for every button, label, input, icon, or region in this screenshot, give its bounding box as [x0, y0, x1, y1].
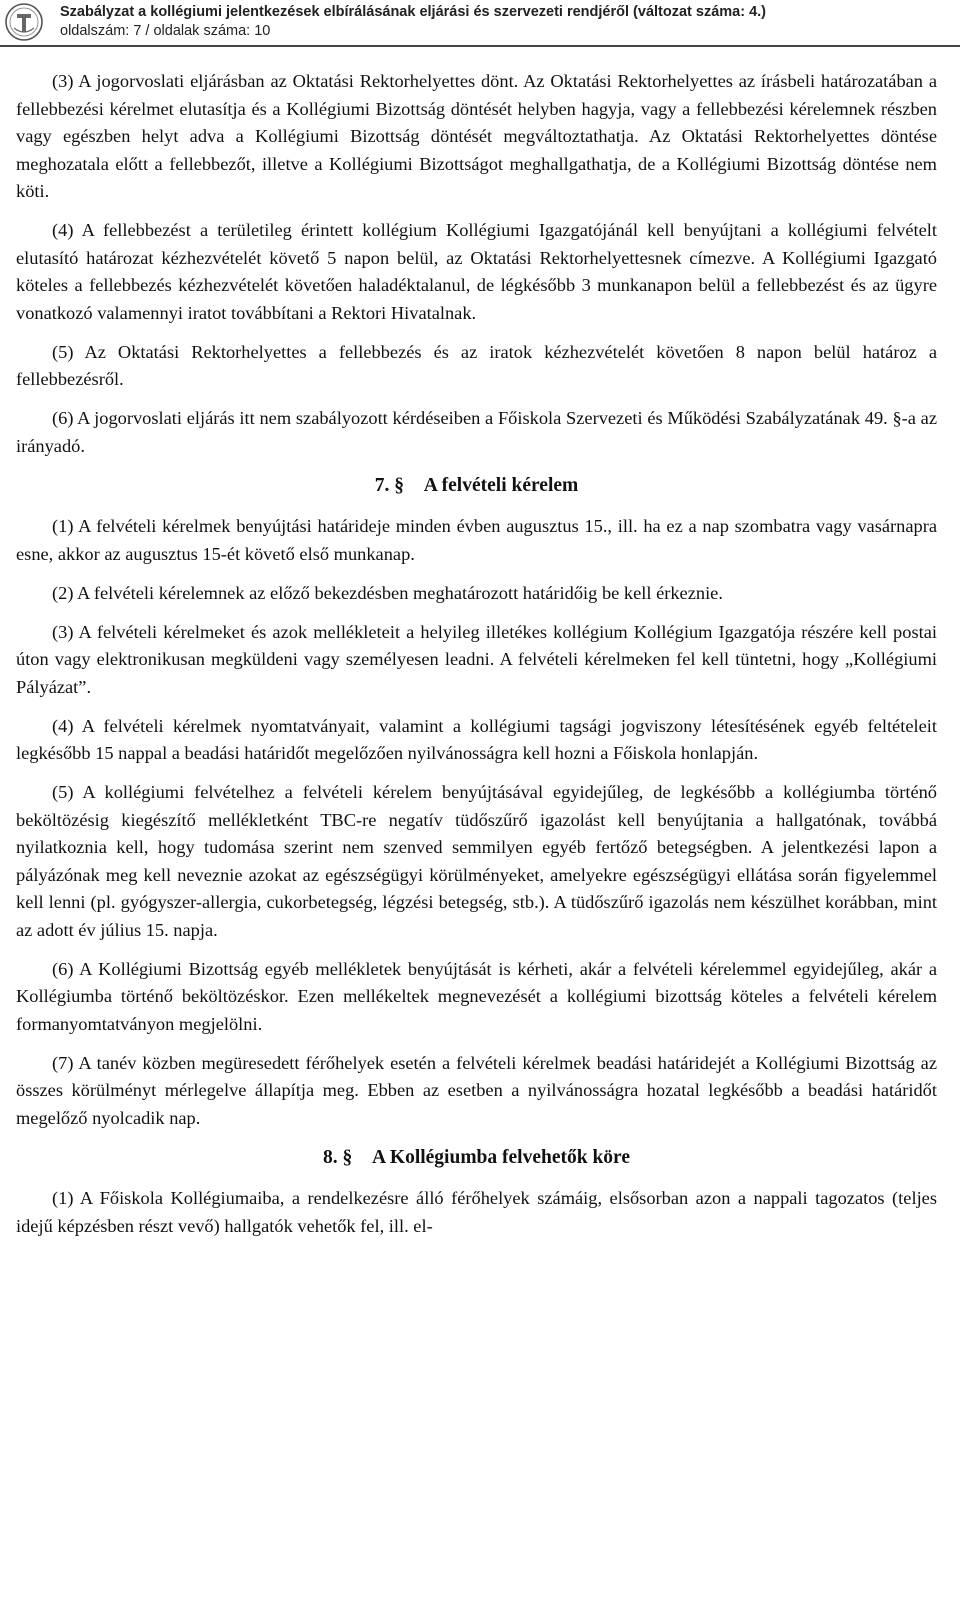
paragraph-7-4: (4) A felvételi kérelmek nyomtatványait, valamint a kollégiumi tagsági jogviszony létesítésének egyéb feltételeit legkésőbb 15 nappal a beadási határidőt megelőzően nyilvánosságra kell hozni a Főiskola honlapján. [16, 715, 937, 763]
paragraph-6-6: (6) A jogorvoslati eljárás itt nem szabályozott kérdéseiben a Főiskola Szervezeti és Működési Szabályzatának 49. §-a az irányadó. [16, 408, 937, 456]
section-8-heading [16, 1144, 937, 1172]
section-7-heading [16, 472, 937, 500]
section-8-title: A Kollégiumba felvehetők köre [372, 1146, 631, 1168]
section-symbol: § [394, 474, 404, 496]
section-8-number: 8. [322, 1146, 338, 1168]
section-symbol: § [342, 1146, 353, 1168]
paragraph-8-1: (1) A Főiskola Kollégiumaiba, a rendelkezésre álló férőhelyek számáig, elsősorban azon a nappali tagozatos (teljes idejű képzésben részt vevő) hallgatók vehetők fel, ill. el- [16, 1188, 937, 1236]
paragraph-6-3: (3) A jogorvoslati eljárásban az Oktatási Rektorhelyettes dönt. Az Oktatási Rektorhelyettes az írásbeli határozatában a fellebbezési kérelmet elutasítja és a Kollégiumi Bizottság döntését helyben hagyja, vagy a fellebbezési kérelemnek részben vagy egészben helyt adva a Kollégiumi Bizottság döntését megváltoztathatja. Az Oktatási Rektorhelyettes döntése meghozatala előtt a fellebbezőt, illetve a Kollégiumi Bizottságot meghallgathatja, de a Kollégiumi Bizottság döntése nem köti. [16, 71, 937, 201]
page-header [0, 0, 960, 46]
paragraph-7-7: (7) A tanév közben megüresedett férőhelyek esetén a felvételi kérelmek beadási határidejét a Kollégiumi Bizottság az összes körülményt mérlegelve állapítja meg. Ebben az esetben a nyilvánosságra hozatal legkésőbb a beadási határidőt megelőző nyolcadik nap. [16, 1052, 937, 1128]
paragraph-6-5: (5) Az Oktatási Rektorhelyettes a fellebbezés és az iratok kézhezvételét követően 8 napon belül határoz a fellebbezésről. [16, 341, 937, 389]
document-body [16, 68, 937, 1252]
section-7-number: 7. [374, 474, 390, 496]
section-7-title: A felvételi kérelem [423, 474, 579, 496]
college-seal-logo [4, 2, 44, 42]
paragraph-7-3: (3) A felvételi kérelmeket és azok mellékleteit a helyileg illetékes kollégium Kollégium Igazgatója részére kell postai úton vagy elektronikusan megküldeni vagy személyesen leadni. A felvételi kérelmeken fel kell tüntetni, hogy „Kollégiumi Pályázat”. [16, 621, 937, 697]
paragraph-6-4: (4) A fellebbezést a területileg érintett kollégium Kollégiumi Igazgatójánál kell benyújtani a kollégiumi felvételt elutasító határozat kézhezvételét követő 5 napon belül, az Oktatási Rektorhelyettesnek címezve. A Kollégiumi Igazgató köteles a fellebbezés kézhezvételét követően haladéktalanul, de légkésőbb 3 munkanapon belül a fellebbezést és az ügyre vonatkozó valamennyi iratot továbbítani a Rektori Hivatalnak. [16, 220, 937, 323]
header-page-number: oldalszám: 7 / oldalak száma: 10 [60, 23, 271, 39]
paragraph-7-6: (6) A Kollégiumi Bizottság egyéb mellékletek benyújtását is kérheti, akár a felvételi kérelemmel egyidejűleg, akár a Kollégiumba történő beköltözéskor. Ezen mellékeltek megnevezését a kollégiumi bizottság köteles a felvételi kérelem formanyomtatványon megjelölni. [16, 958, 937, 1034]
paragraph-7-1: (1) A felvételi kérelmek benyújtási határideje minden évben augusztus 15., ill. ha ez a nap szombatra vagy vasárnapra esne, akkor az augusztus 15-ét követő első munkanap. [16, 516, 937, 564]
paragraph-7-5: (5) A kollégiumi felvételhez a felvételi kérelem benyújtásával egyidejűleg, de legkésőbb a kollégiumba történő beköltözésig kiegészítő mellékletként TBC-re negatív tüdőszűrő igazolást kell benyújtania a hallgatónak, továbbá nyilatkoznia kell, hogy tudomása szerint nem szenved semmilyen egyéb fertőző betegségben. A jelentkezési lapon a pályázónak meg kell neveznie azokat az egészségügyi körülményeket, amelyekre egészségügyi ellátása során figyelemmel kell lenni (pl. gyógyszer-allergia, cukorbetegség, légzési betegség, stb.). A tüdőszűrő igazolás nem készülhet korábban, mint az adott év július 15. napja. [16, 782, 937, 940]
paragraph-7-2: (2) A felvételi kérelemnek az előző bekezdésben meghatározott határidőig be kell érkeznie. [52, 582, 723, 603]
header-divider [0, 45, 960, 47]
header-title: Szabályzat a kollégiumi jelentkezések elbírálásának eljárási és szervezeti rendjéről (változat száma: 4.) [60, 4, 767, 20]
